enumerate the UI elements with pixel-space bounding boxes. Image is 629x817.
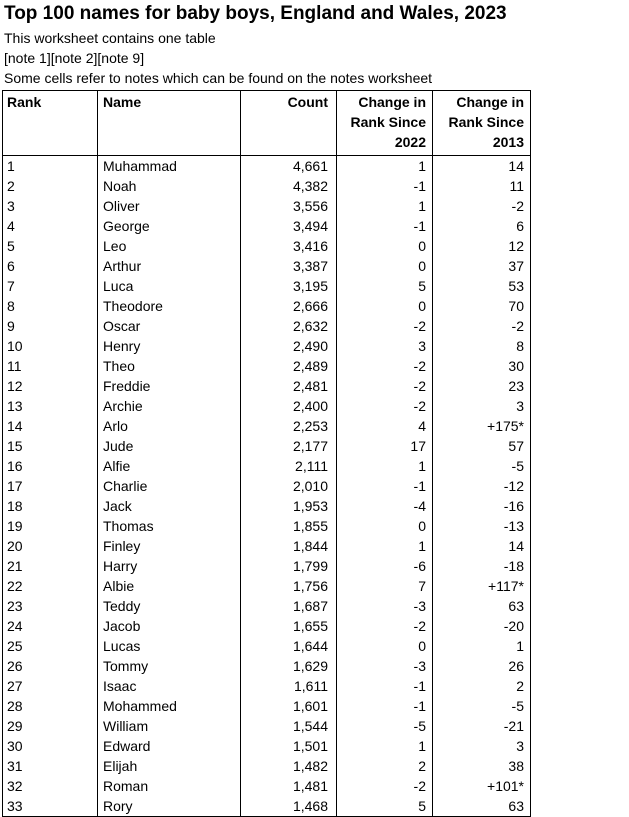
- cell-change_2022: 0: [337, 636, 433, 656]
- cell-name: Theo: [98, 356, 241, 376]
- table-row: [3, 456, 531, 476]
- cell-change_2022: -1: [337, 676, 433, 696]
- cell-change_2013: -12: [433, 476, 531, 496]
- cell-name: Edward: [98, 736, 241, 756]
- cell-rank: 14: [3, 416, 98, 436]
- cell-count: 3,494: [241, 216, 337, 236]
- cell-count: 1,611: [241, 676, 337, 696]
- cell-change_2022: -1: [337, 696, 433, 716]
- cell-count: 1,953: [241, 496, 337, 516]
- cell-change_2022: 7: [337, 576, 433, 596]
- cell-change_2013: 3: [433, 736, 531, 756]
- cell-rank: 32: [3, 776, 98, 796]
- cell-rank: 30: [3, 736, 98, 756]
- cell-change_2022: 5: [337, 796, 433, 817]
- cell-change_2022: 1: [337, 736, 433, 756]
- table-row: [3, 316, 531, 336]
- cell-change_2013: +175*: [433, 416, 531, 436]
- table-row: [3, 336, 531, 356]
- table-row: [3, 376, 531, 396]
- cell-change_2022: -4: [337, 496, 433, 516]
- cell-rank: 33: [3, 796, 98, 817]
- cell-rank: 3: [3, 196, 98, 216]
- cell-rank: 19: [3, 516, 98, 536]
- cell-count: 4,382: [241, 176, 337, 196]
- cell-name: Oliver: [98, 196, 241, 216]
- cell-name: Leo: [98, 236, 241, 256]
- cell-count: 1,629: [241, 656, 337, 676]
- cell-name: Jacob: [98, 616, 241, 636]
- cell-count: 1,482: [241, 756, 337, 776]
- cell-name: Archie: [98, 396, 241, 416]
- cell-change_2013: 63: [433, 596, 531, 616]
- table-row: [3, 256, 531, 276]
- table-row: [3, 616, 531, 636]
- cell-name: William: [98, 716, 241, 736]
- cell-rank: 5: [3, 236, 98, 256]
- cell-rank: 2: [3, 176, 98, 196]
- cell-count: 3,387: [241, 256, 337, 276]
- cell-name: Jude: [98, 436, 241, 456]
- table-row: [3, 656, 531, 676]
- cell-name: Freddie: [98, 376, 241, 396]
- cell-change_2013: -2: [433, 316, 531, 336]
- cell-change_2022: -2: [337, 376, 433, 396]
- cell-name: Thomas: [98, 516, 241, 536]
- table-row: [3, 636, 531, 656]
- cell-change_2013: -13: [433, 516, 531, 536]
- table-row: [3, 296, 531, 316]
- cell-change_2013: 8: [433, 336, 531, 356]
- table-row: [3, 576, 531, 596]
- cell-count: 3,416: [241, 236, 337, 256]
- table-row: [3, 276, 531, 296]
- cell-name: Oscar: [98, 316, 241, 336]
- table-row: [3, 596, 531, 616]
- table-row: [3, 796, 531, 817]
- cell-count: 1,481: [241, 776, 337, 796]
- cell-change_2022: 5: [337, 276, 433, 296]
- cell-rank: 15: [3, 436, 98, 456]
- cell-change_2013: 11: [433, 176, 531, 196]
- cell-change_2013: 30: [433, 356, 531, 376]
- cell-count: 2,400: [241, 396, 337, 416]
- cell-name: Arthur: [98, 256, 241, 276]
- cell-count: 1,844: [241, 536, 337, 556]
- table-row: [3, 396, 531, 416]
- table-row: [3, 696, 531, 716]
- cell-change_2013: 14: [433, 156, 531, 177]
- cell-count: 1,468: [241, 796, 337, 817]
- cell-change_2022: -2: [337, 616, 433, 636]
- cell-rank: 20: [3, 536, 98, 556]
- cell-rank: 21: [3, 556, 98, 576]
- table-row: [3, 536, 531, 556]
- cell-count: 1,687: [241, 596, 337, 616]
- cell-rank: 26: [3, 656, 98, 676]
- cell-rank: 11: [3, 356, 98, 376]
- cell-name: Henry: [98, 336, 241, 356]
- cell-rank: 29: [3, 716, 98, 736]
- cell-change_2022: 1: [337, 156, 433, 177]
- cell-change_2013: 53: [433, 276, 531, 296]
- cell-name: Roman: [98, 776, 241, 796]
- cell-rank: 6: [3, 256, 98, 276]
- cell-rank: 4: [3, 216, 98, 236]
- cell-change_2022: 1: [337, 196, 433, 216]
- cell-change_2013: 14: [433, 536, 531, 556]
- cell-change_2013: -2: [433, 196, 531, 216]
- cell-name: Theodore: [98, 296, 241, 316]
- cell-change_2013: -21: [433, 716, 531, 736]
- table-row: [3, 176, 531, 196]
- cell-count: 2,489: [241, 356, 337, 376]
- cell-change_2022: 1: [337, 456, 433, 476]
- table-row: [3, 756, 531, 776]
- note-references: [note 1][note 2][note 9]: [4, 50, 145, 66]
- cell-change_2022: -1: [337, 476, 433, 496]
- cell-rank: 31: [3, 756, 98, 776]
- cell-change_2022: 3: [337, 336, 433, 356]
- cell-change_2013: 63: [433, 796, 531, 817]
- cell-change_2022: -6: [337, 556, 433, 576]
- cell-change_2013: 70: [433, 296, 531, 316]
- cell-name: Muhammad: [98, 156, 241, 177]
- cell-change_2022: 0: [337, 296, 433, 316]
- table-row: [3, 516, 531, 536]
- cell-change_2022: -1: [337, 176, 433, 196]
- cell-count: 1,655: [241, 616, 337, 636]
- cell-count: 1,644: [241, 636, 337, 656]
- cell-name: Elijah: [98, 756, 241, 776]
- cell-count: 1,855: [241, 516, 337, 536]
- cell-change_2013: 2: [433, 676, 531, 696]
- cell-count: 2,010: [241, 476, 337, 496]
- table-row: [3, 676, 531, 696]
- table-row: [3, 416, 531, 436]
- column-header-rank: Rank: [3, 91, 98, 156]
- cell-change_2022: -2: [337, 776, 433, 796]
- cell-name: Charlie: [98, 476, 241, 496]
- cell-change_2013: 37: [433, 256, 531, 276]
- cell-change_2022: 17: [337, 436, 433, 456]
- cell-name: Isaac: [98, 676, 241, 696]
- cell-count: 2,253: [241, 416, 337, 436]
- table-row: [3, 556, 531, 576]
- column-header-change-2022: Change in Rank Since 2022: [337, 91, 433, 156]
- cell-rank: 17: [3, 476, 98, 496]
- cell-change_2022: 4: [337, 416, 433, 436]
- table-row: [3, 716, 531, 736]
- notes-hint: Some cells refer to notes which can be found on the notes worksheet: [4, 70, 433, 86]
- cell-rank: 10: [3, 336, 98, 356]
- cell-name: Mohammed: [98, 696, 241, 716]
- cell-change_2022: -1: [337, 216, 433, 236]
- cell-rank: 12: [3, 376, 98, 396]
- cell-rank: 1: [3, 156, 98, 177]
- cell-rank: 27: [3, 676, 98, 696]
- cell-change_2022: -2: [337, 356, 433, 376]
- cell-rank: 8: [3, 296, 98, 316]
- cell-change_2013: 1: [433, 636, 531, 656]
- cell-change_2022: 2: [337, 756, 433, 776]
- cell-rank: 28: [3, 696, 98, 716]
- cell-count: 1,501: [241, 736, 337, 756]
- cell-count: 1,756: [241, 576, 337, 596]
- cell-count: 2,490: [241, 336, 337, 356]
- cell-name: Jack: [98, 496, 241, 516]
- cell-count: 4,661: [241, 156, 337, 177]
- cell-count: 1,544: [241, 716, 337, 736]
- cell-rank: 16: [3, 456, 98, 476]
- cell-change_2013: 23: [433, 376, 531, 396]
- cell-rank: 25: [3, 636, 98, 656]
- cell-change_2013: 6: [433, 216, 531, 236]
- cell-rank: 23: [3, 596, 98, 616]
- cell-change_2013: 38: [433, 756, 531, 776]
- cell-rank: 22: [3, 576, 98, 596]
- table-row: [3, 776, 531, 796]
- cell-change_2022: 0: [337, 516, 433, 536]
- cell-name: Harry: [98, 556, 241, 576]
- baby-names-table: [2, 90, 531, 817]
- cell-change_2013: 12: [433, 236, 531, 256]
- cell-change_2013: -5: [433, 696, 531, 716]
- column-header-name: Name: [98, 91, 241, 156]
- cell-change_2013: -18: [433, 556, 531, 576]
- worksheet-description: This worksheet contains one table: [4, 30, 216, 46]
- column-header-count: Count: [241, 91, 337, 156]
- cell-change_2013: +101*: [433, 776, 531, 796]
- cell-count: 1,601: [241, 696, 337, 716]
- cell-change_2022: -2: [337, 396, 433, 416]
- table-row: [3, 436, 531, 456]
- table-row: [3, 476, 531, 496]
- table-row: [3, 216, 531, 236]
- cell-name: Rory: [98, 796, 241, 817]
- table-row: [3, 196, 531, 216]
- cell-change_2013: 26: [433, 656, 531, 676]
- cell-change_2022: -3: [337, 596, 433, 616]
- cell-rank: 7: [3, 276, 98, 296]
- cell-change_2013: -20: [433, 616, 531, 636]
- cell-change_2022: 0: [337, 236, 433, 256]
- cell-name: Teddy: [98, 596, 241, 616]
- cell-count: 2,632: [241, 316, 337, 336]
- table-row: [3, 236, 531, 256]
- cell-change_2013: -16: [433, 496, 531, 516]
- table-row: [3, 156, 531, 177]
- cell-name: Tommy: [98, 656, 241, 676]
- table-row: [3, 736, 531, 756]
- cell-change_2022: 1: [337, 536, 433, 556]
- column-header-change-2013: Change in Rank Since 2013: [433, 91, 531, 156]
- cell-change_2013: -5: [433, 456, 531, 476]
- cell-name: Alfie: [98, 456, 241, 476]
- table-header-row: [3, 91, 531, 156]
- cell-name: Arlo: [98, 416, 241, 436]
- cell-change_2022: 0: [337, 256, 433, 276]
- cell-change_2013: 3: [433, 396, 531, 416]
- cell-rank: 24: [3, 616, 98, 636]
- cell-count: 1,799: [241, 556, 337, 576]
- cell-name: Luca: [98, 276, 241, 296]
- cell-rank: 9: [3, 316, 98, 336]
- cell-rank: 18: [3, 496, 98, 516]
- page-title: Top 100 names for baby boys, England and Wales, 2023: [4, 3, 507, 24]
- table-row: [3, 356, 531, 376]
- cell-change_2022: -5: [337, 716, 433, 736]
- cell-name: Finley: [98, 536, 241, 556]
- cell-name: Lucas: [98, 636, 241, 656]
- table-body: [3, 156, 531, 817]
- cell-count: 3,556: [241, 196, 337, 216]
- cell-count: 2,666: [241, 296, 337, 316]
- cell-name: George: [98, 216, 241, 236]
- table-row: [3, 496, 531, 516]
- cell-change_2013: 57: [433, 436, 531, 456]
- cell-change_2013: +117*: [433, 576, 531, 596]
- cell-count: 2,177: [241, 436, 337, 456]
- cell-count: 2,481: [241, 376, 337, 396]
- cell-rank: 13: [3, 396, 98, 416]
- cell-change_2022: -2: [337, 316, 433, 336]
- cell-count: 3,195: [241, 276, 337, 296]
- cell-change_2022: -3: [337, 656, 433, 676]
- cell-name: Albie: [98, 576, 241, 596]
- cell-name: Noah: [98, 176, 241, 196]
- cell-count: 2,111: [241, 456, 337, 476]
